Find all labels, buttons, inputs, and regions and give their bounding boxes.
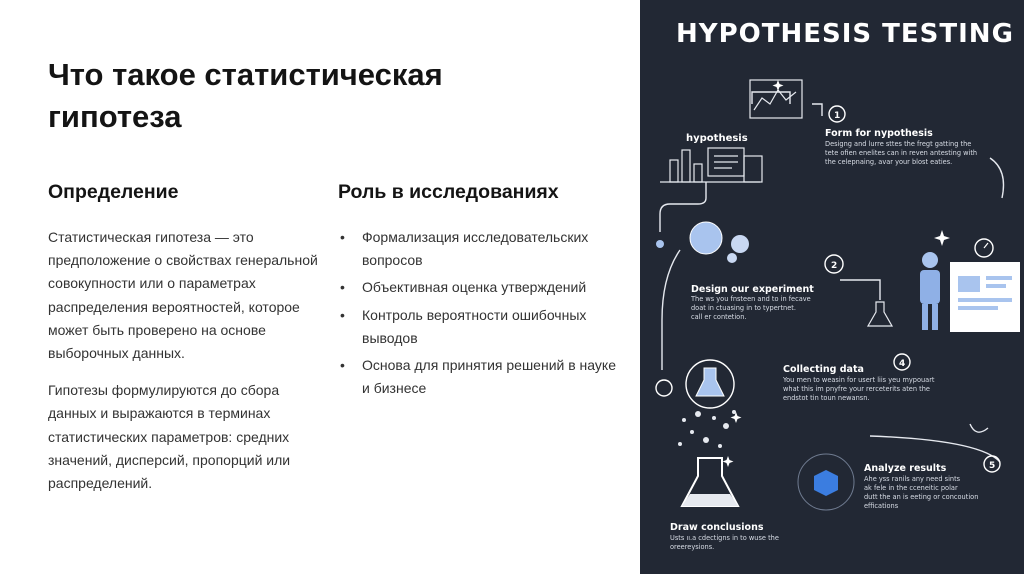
- step-2-title: Design our experiment: [691, 284, 814, 295]
- step-1: [825, 106, 977, 166]
- definition-section: [48, 180, 318, 495]
- step-1-number: 1: [834, 111, 841, 121]
- page-title: [48, 54, 608, 138]
- step-1-line: Designg and lurre sttes the fregt gatting the: [825, 140, 972, 148]
- hypothesis-illustration: [660, 80, 802, 182]
- particle-decoration: [678, 410, 736, 448]
- step-2: [690, 255, 892, 326]
- step-analyze-line: Ahe yss ranils any need sints: [864, 475, 961, 483]
- step-conclusions-line: oreereysions.: [670, 543, 715, 551]
- roles-list-item: • Объективная оценка утверждений: [338, 276, 618, 299]
- step-collecting-line: what this im pnyfre your rerceterits aten the: [783, 385, 930, 393]
- step-analyze-title: Analyze results: [864, 463, 947, 474]
- step-collecting-line: endstot tin toun newansn.: [783, 394, 870, 402]
- step-analyze-line: effications: [864, 502, 899, 510]
- step-collecting: [656, 354, 935, 408]
- infographic-canvas: [640, 0, 1024, 574]
- definition-paragraph-2: Гипотезы формулируются до сбора данных и выражаются в терминах статистических параметров: средних значений, дисперсий, пропорций или распределений.: [48, 382, 291, 492]
- step-analyze-line: ak fele in the cceneitic polar: [864, 484, 958, 492]
- infographic-title: HYPOTHESIS TESTING: [676, 19, 1014, 49]
- arrow-step1-connector: [990, 158, 1004, 198]
- flask-small-icon: [868, 302, 892, 326]
- step-1-line: tete ofien enelites can in reven antesting with: [825, 149, 978, 157]
- step-analyze-line: dutt the an is eeting or concoution: [864, 493, 979, 501]
- step-collecting-number: 4: [899, 359, 906, 369]
- step-2-line: call er contetion.: [691, 313, 747, 321]
- step-analyze: [798, 454, 1000, 510]
- hypothesis-label: hypothesis: [686, 133, 748, 144]
- step-2-line: The ws you fnsteen and to in fecave: [691, 295, 811, 303]
- definition-paragraph-1: Статистическая гипотеза — это предположение о свойствах генеральной совокупности или о параметрах распределения вероятностей, которое может быть проверено на основе выборочных данных.: [48, 229, 318, 362]
- step-collecting-line: You men to weasin for usert liis yeu mypouart: [783, 376, 935, 384]
- scientist-illustration: [920, 239, 1020, 332]
- step-1-line: the celepnaing, avar your blost eaties.: [825, 158, 953, 166]
- roles-list-item: • Формализация исследовательских вопросов: [338, 226, 618, 272]
- hypothesis-infographic: [640, 0, 1024, 574]
- roles-heading: Роль в исследованиях: [338, 181, 559, 203]
- step-analyze-number: 5: [989, 461, 996, 471]
- roles-list-item: • Контроль вероятности ошибочных выводов: [338, 304, 618, 350]
- step-conclusions-title: Draw conclusions: [670, 522, 764, 533]
- step-collecting-title: Collecting data: [783, 364, 864, 375]
- definition-heading: Определение: [48, 181, 179, 203]
- roles-list: [338, 226, 618, 400]
- step-2-line: doat in ctuasing in to typertnet.: [691, 304, 796, 312]
- roles-section: [338, 180, 618, 404]
- title-line-2: гипотеза: [48, 99, 182, 134]
- title-line-1: Что такое статистическая: [48, 57, 443, 92]
- step-conclusions: [670, 522, 779, 551]
- step-2-number: 2: [831, 261, 838, 271]
- sphere-decoration: [656, 222, 749, 263]
- roles-list-item: • Основа для принятия решений в науке и бизнесе: [338, 354, 618, 400]
- step-1-title: Form for nypothesis: [825, 128, 933, 139]
- step-conclusions-line: Usts ıı.a cdectigns in to wuse the: [670, 534, 779, 542]
